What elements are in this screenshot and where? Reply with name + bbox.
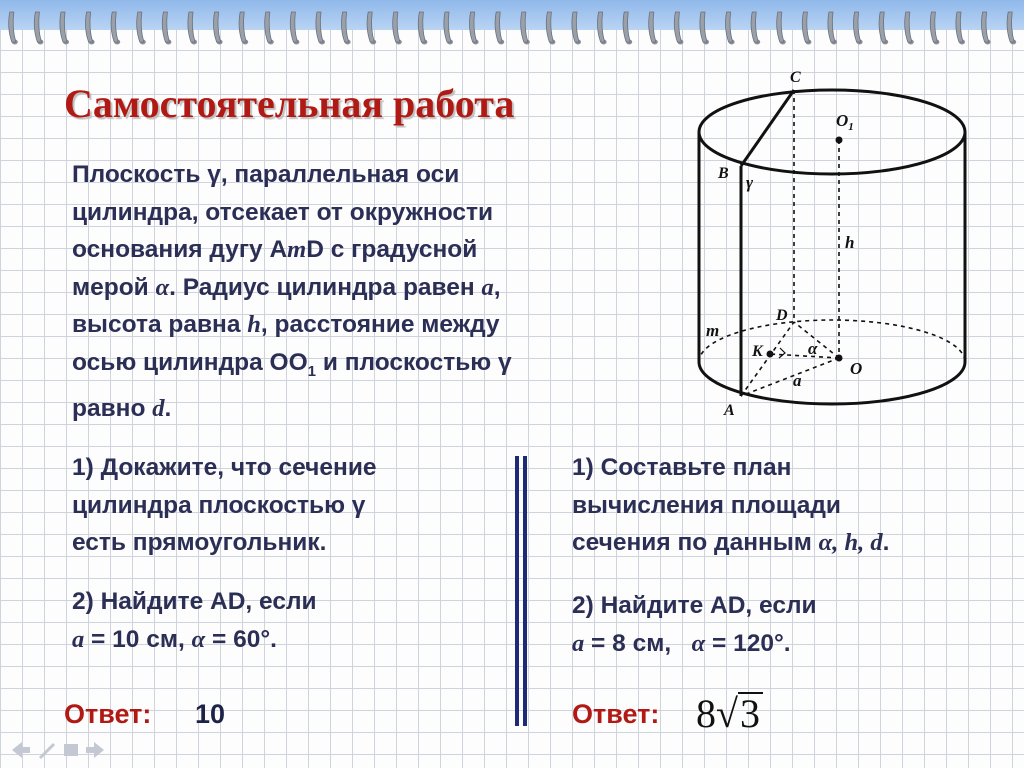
problem-line: высота равна (72, 311, 248, 338)
radius-var: a (572, 629, 585, 657)
task-line: вычисления площади (572, 491, 841, 519)
spiral-ring-icon (111, 12, 120, 45)
spiral-ring-icon (981, 12, 990, 45)
spiral-ring-icon (162, 12, 171, 45)
radius-OA (741, 358, 839, 396)
slide-navigation (8, 738, 118, 762)
spiral-ring-icon (367, 12, 376, 45)
alpha-symbol: α (155, 273, 170, 301)
problem-line: основания дугу A (72, 236, 288, 263)
problem-line: , расстояние между (260, 311, 500, 338)
answer-coefficient: 8 (696, 691, 716, 736)
label-h: h (845, 233, 855, 252)
spiral-ring-icon (649, 12, 658, 45)
task-line: . (882, 529, 890, 556)
spiral-ring-icon (9, 12, 18, 45)
right-answer-label: Ответ: (572, 699, 660, 729)
spiral-ring-icon (905, 12, 914, 45)
task-line: цилиндра плоскостью γ (72, 491, 366, 519)
top-base-ellipse (699, 90, 965, 174)
right-task-2 (572, 587, 817, 662)
bottom-base-back-arc (699, 320, 965, 362)
spiral-ring-icon (341, 12, 350, 45)
spiral-ring-icon (34, 12, 43, 45)
subscript: 1 (307, 362, 317, 380)
spiral-ring-icon (956, 12, 965, 45)
problem-line: осью цилиндра OO (72, 348, 308, 376)
problem-line: цилиндра, отсекает от окружности (72, 198, 494, 226)
point-K (767, 351, 774, 358)
page-title: Самостоятельная работа (64, 81, 515, 126)
left-task-2 (72, 583, 317, 658)
spiral-ring-icon (521, 12, 530, 45)
spiral-ring-icon (137, 12, 146, 45)
label-a: a (793, 371, 802, 390)
chord-BC (741, 90, 794, 166)
spiral-ring-icon (700, 12, 709, 45)
task-line: 2) Найдите AD, если (572, 592, 817, 619)
spiral-ring-icon (239, 12, 248, 45)
task-line: сечения по данным (572, 529, 819, 556)
spiral-ring-icon (725, 12, 734, 45)
label-C: C (790, 69, 801, 86)
spiral-ring-icon (828, 12, 837, 45)
label-O1: $O_1$ (836, 111, 854, 133)
problem-line: , (493, 273, 501, 301)
spiral-ring-icon (393, 12, 402, 45)
label-B: B (718, 165, 729, 182)
column-divider (514, 456, 528, 726)
problem-line: мерой (72, 273, 156, 301)
task-line: = 60°. (205, 625, 277, 653)
right-task-1 (572, 449, 889, 562)
spiral-ring-icon (265, 12, 274, 45)
label-K: K (752, 343, 763, 360)
slide-menu-icon[interactable] (64, 744, 78, 756)
spiral-ring-icon (469, 12, 478, 45)
left-answer-value: 10 (195, 699, 226, 729)
spiral-ring-icon (85, 12, 94, 45)
spiral-ring-icon (316, 12, 325, 45)
task-line: 1) Составьте план (572, 454, 792, 481)
label-O: O (850, 359, 863, 378)
left-answer-label: Ответ: (64, 699, 152, 729)
cylinder-figure (690, 62, 980, 422)
right-angle-mark (779, 348, 785, 358)
task-line: 2) Найдите AD, если (72, 588, 317, 615)
task-line: 1) Докажите, что сечение (72, 454, 377, 481)
arc-var-m: m (287, 236, 307, 263)
chord-AD (741, 322, 794, 396)
problem-line: равно (72, 394, 153, 422)
task-line: есть прямоугольник. (72, 529, 327, 556)
task-line: = 120°. (705, 629, 791, 657)
label-alpha: α (808, 339, 818, 358)
radius-var: a (72, 625, 85, 653)
height-var: h (247, 311, 261, 338)
left-task-1 (72, 449, 377, 562)
spiral-ring-icon (1007, 12, 1016, 45)
bottom-base-front-arc (699, 362, 965, 404)
radicand: 3 (738, 692, 763, 734)
problem-line: . Радиус цилиндра равен (169, 273, 482, 301)
next-slide-icon[interactable] (86, 742, 104, 758)
problem-line: Плоскость γ, параллельная оси (72, 161, 460, 188)
prev-slide-icon[interactable] (12, 742, 30, 758)
alpha-symbol: α (691, 629, 706, 657)
problem-line: и плоскостью γ (316, 348, 512, 376)
spiral-ring-icon (444, 12, 453, 45)
label-gamma: γ (746, 173, 754, 192)
label-A: A (724, 402, 735, 419)
alpha-symbol: α (191, 625, 206, 653)
center-O-point (836, 355, 843, 362)
spiral-ring-icon (802, 12, 811, 45)
spiral-ring-icon (60, 12, 69, 45)
spiral-ring-icon (546, 12, 555, 45)
problem-line: . (164, 394, 172, 422)
spiral-ring-icon (879, 12, 888, 45)
spiral-ring-icon (751, 12, 760, 45)
spiral-binding (0, 8, 1024, 52)
spiral-ring-icon (188, 12, 197, 45)
distance-var: d (152, 394, 165, 422)
problem-statement (72, 156, 646, 427)
problem-line: D с градусной (306, 236, 478, 263)
radius-var: a (481, 273, 494, 301)
label-D: D (776, 307, 788, 324)
spiral-ring-icon (597, 12, 606, 45)
spiral-ring-icon (777, 12, 786, 45)
given-vars: α, h, d (818, 529, 883, 556)
sqrt-icon: √ (716, 691, 738, 736)
right-answer-value (696, 690, 763, 737)
task-line: = 8 см, (584, 629, 692, 657)
spiral-ring-icon (853, 12, 862, 45)
pen-icon[interactable] (40, 744, 54, 758)
spiral-ring-icon (213, 12, 222, 45)
spiral-ring-icon (623, 12, 632, 45)
spiral-ring-icon (674, 12, 683, 45)
label-m: m (706, 321, 720, 340)
spiral-ring-icon (495, 12, 504, 45)
spiral-ring-icon (930, 12, 939, 45)
center-O1-point (836, 137, 843, 144)
spiral-ring-icon (290, 12, 299, 45)
spiral-ring-icon (572, 12, 581, 45)
task-line: = 10 см, (84, 625, 192, 653)
spiral-ring-icon (418, 12, 427, 45)
